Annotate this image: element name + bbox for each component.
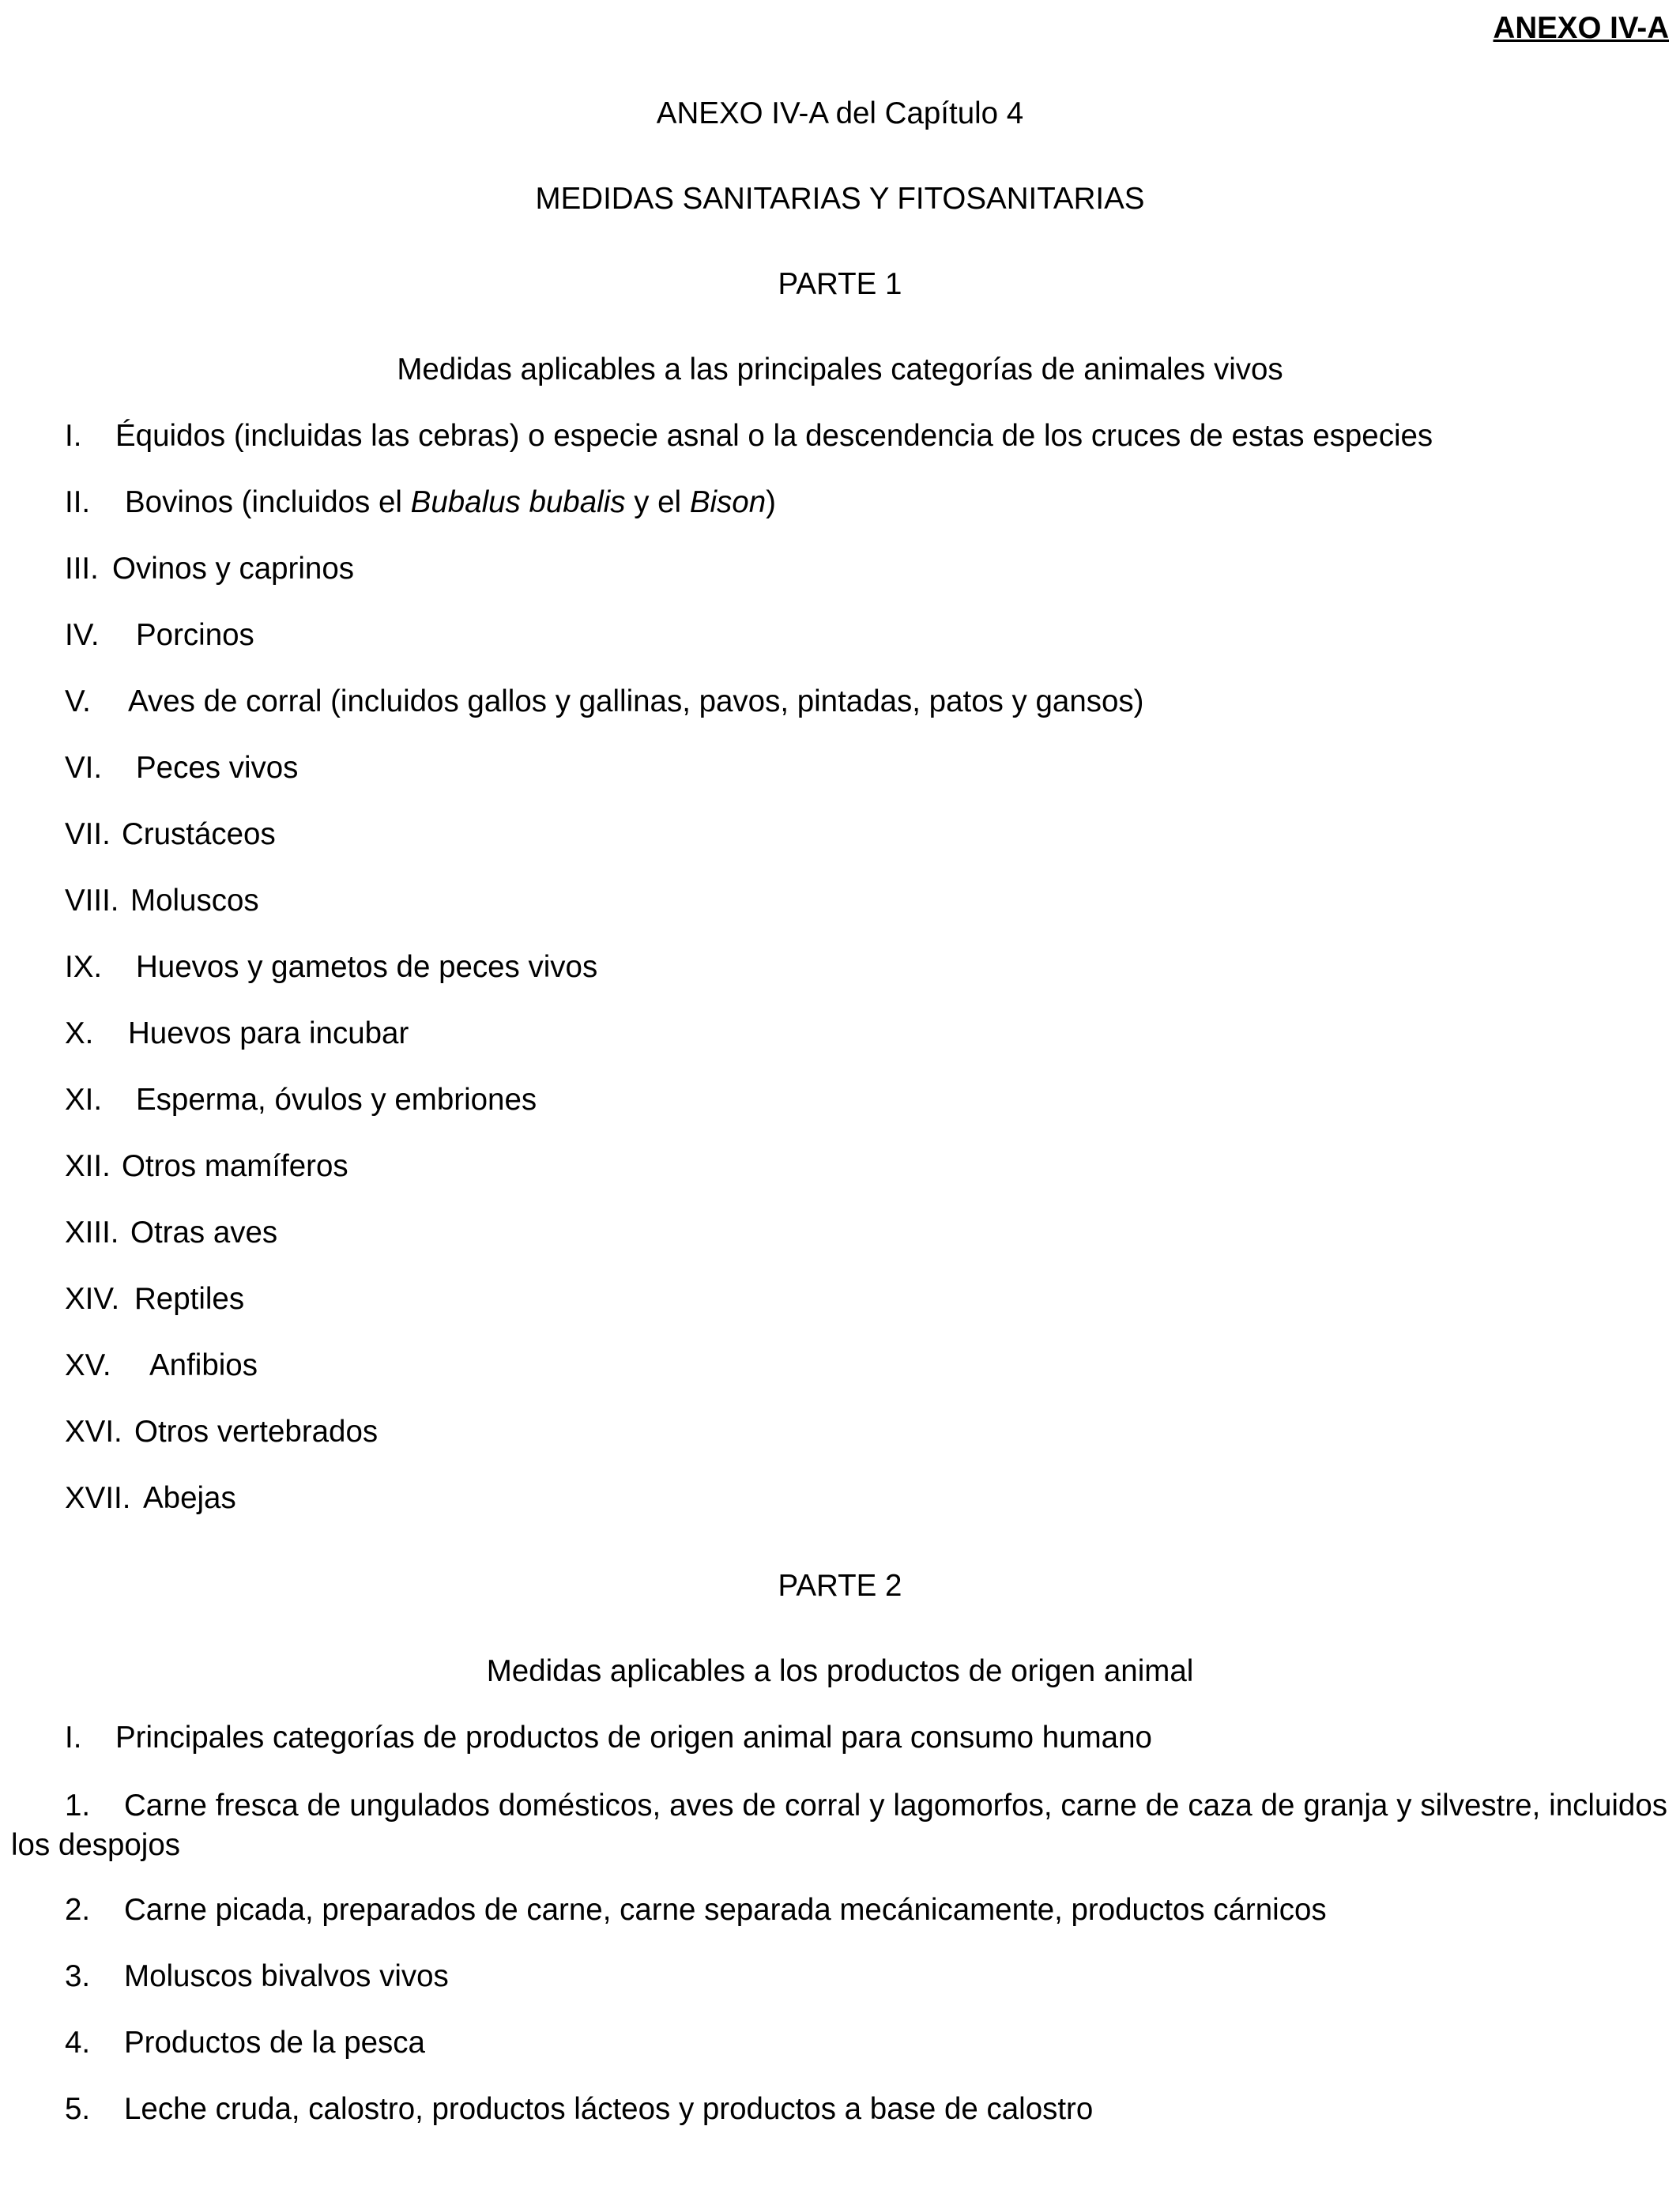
item-number: V.: [65, 684, 91, 718]
list-item: [65, 1282, 244, 1317]
list-item: [65, 419, 1433, 454]
item-text: Carne picada, preparados de carne, carne separada mecánicamente, productos cárnicos: [124, 1893, 1327, 1927]
part2-heading: PARTE 2: [778, 1569, 902, 1603]
item-text: Leche cruda, calostro, productos lácteos y productos a base de calostro: [124, 2092, 1094, 2126]
item-text: Moluscos: [130, 884, 259, 918]
item-number: XVI.: [65, 1415, 122, 1449]
item-text-part: Bovinos (incluidos el: [125, 485, 411, 519]
item-text: Otras aves: [130, 1216, 278, 1250]
document-subtitle: MEDIDAS SANITARIAS Y FITOSANITARIAS: [535, 182, 1145, 216]
list-item: [65, 2092, 1093, 2127]
item-text: Reptiles: [134, 1282, 245, 1316]
item-text: Anfibios: [149, 1348, 258, 1382]
list-item: [65, 1481, 236, 1516]
list-item: [65, 1016, 409, 1051]
list-item: [65, 485, 776, 520]
list-item: [65, 618, 254, 653]
item-number: 4.: [65, 2026, 91, 2060]
item-number: XIII.: [65, 1216, 119, 1250]
item-text: Aves de corral (incluidos gallos y gallinas, pavos, pintadas, patos y gansos): [128, 684, 1144, 718]
item-number: 1.: [65, 1789, 91, 1823]
item-number: XV.: [65, 1348, 111, 1382]
item-text: Abejas: [143, 1481, 236, 1515]
item-number: X.: [65, 1016, 94, 1050]
item-number: 5.: [65, 2092, 91, 2126]
item-number: VI.: [65, 751, 103, 785]
item-number: XII.: [65, 1149, 111, 1183]
item-number: XIV.: [65, 1282, 120, 1316]
item-text: Otros mamíferos: [122, 1149, 348, 1183]
list-item: [65, 2026, 425, 2060]
item-text: Huevos y gametos de peces vivos: [136, 950, 598, 984]
item-text: Esperma, óvulos y embriones: [136, 1083, 537, 1117]
list-item: [65, 684, 1143, 719]
list-item: [65, 817, 276, 852]
document-title: ANEXO IV-A del Capítulo 4: [656, 96, 1024, 130]
item-number: IX.: [65, 950, 103, 984]
item-text: Huevos para incubar: [128, 1016, 409, 1050]
item-text: Moluscos bivalvos vivos: [124, 1959, 449, 1993]
part2-subheading: Medidas aplicables a los productos de origen animal: [486, 1654, 1194, 1688]
item-text: Productos de la pesca: [124, 2026, 425, 2060]
item-text: Ovinos y caprinos: [112, 552, 354, 586]
item-text: Carne fresca de ungulados domésticos, aves de corral y lagomorfos, carne de caza de granja y silvestre, incluidos los despojos: [11, 1789, 1667, 1863]
species-name-italic: Bubalus bubalis: [410, 485, 626, 519]
item-text: Otros vertebrados: [134, 1415, 379, 1449]
item-number: VIII.: [65, 884, 119, 918]
item-number: 3.: [65, 1959, 91, 1993]
annex-corner-label: ANEXO IV-A: [1493, 11, 1669, 45]
part1-heading: PARTE 1: [778, 267, 902, 301]
list-item: [65, 950, 597, 985]
item-text: Peces vivos: [136, 751, 299, 785]
list-item: [65, 1893, 1327, 1928]
section-text: Principales categorías de productos de origen animal para consumo humano: [115, 1721, 1152, 1755]
item-number: XVII.: [65, 1481, 131, 1515]
item-text-part: y el: [625, 485, 690, 519]
list-item: [65, 1959, 449, 1994]
item-number: III.: [65, 552, 99, 586]
item-number: VII.: [65, 817, 111, 851]
section-heading: [65, 1721, 1152, 1755]
list-item: [65, 1348, 258, 1383]
item-number: 2.: [65, 1893, 91, 1927]
list-item: [65, 1149, 348, 1184]
species-name-italic: Bison: [689, 485, 767, 519]
list-item: [65, 1216, 277, 1250]
item-number: I.: [65, 419, 82, 453]
item-text: Crustáceos: [122, 817, 276, 851]
list-item: [65, 1083, 537, 1118]
section-number: I.: [65, 1721, 82, 1755]
item-text-part: ): [766, 485, 776, 519]
list-item: [65, 884, 259, 918]
item-number: IV.: [65, 618, 100, 652]
list-item: [65, 751, 298, 786]
item-number: XI.: [65, 1083, 103, 1117]
list-item: [65, 1415, 378, 1449]
list-item: [11, 1786, 1667, 1865]
item-text: Porcinos: [136, 618, 254, 652]
item-number: II.: [65, 485, 91, 519]
part1-subheading: Medidas aplicables a las principales categorías de animales vivos: [397, 352, 1283, 386]
list-item: [65, 552, 354, 586]
item-text: Équidos (incluidas las cebras) o especie asnal o la descendencia de los cruces de estas especies: [115, 419, 1433, 453]
